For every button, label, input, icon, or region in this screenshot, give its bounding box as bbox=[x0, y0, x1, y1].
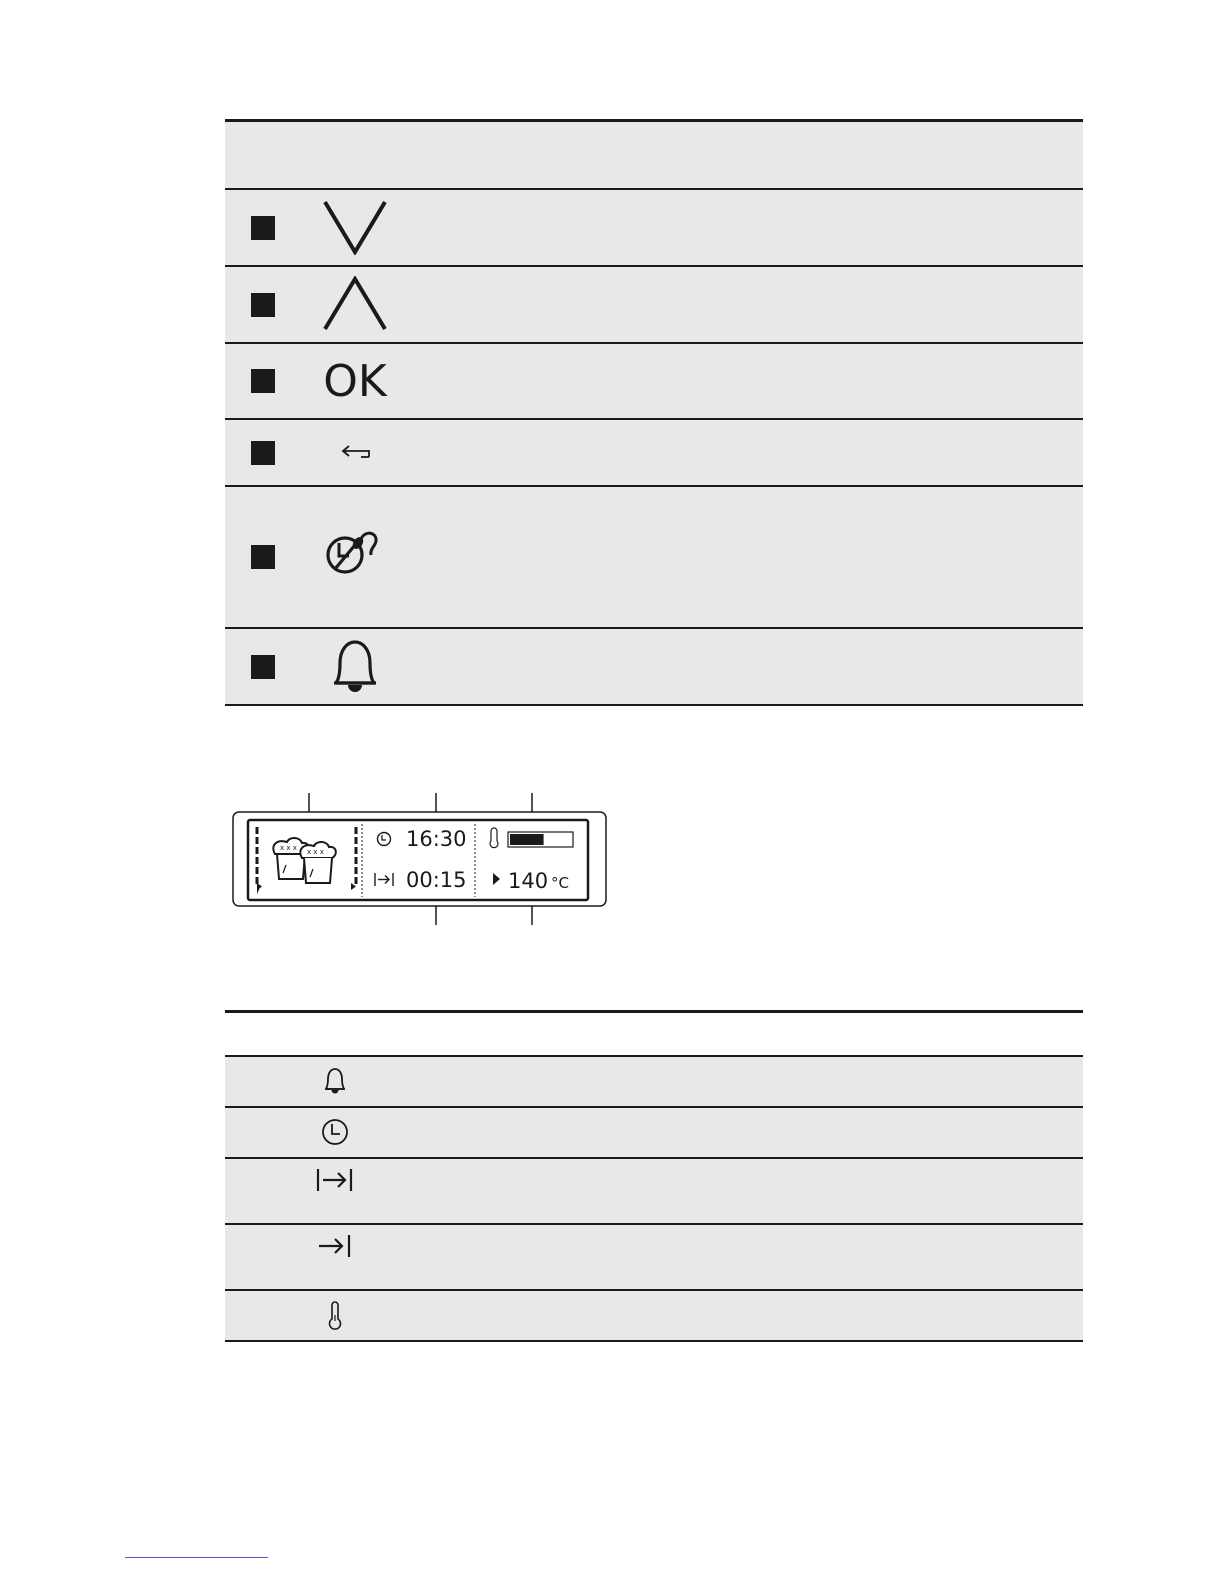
table-row-clock bbox=[225, 1108, 1083, 1159]
ok-icon bbox=[319, 354, 391, 406]
table-row-timer-probe bbox=[225, 487, 1083, 629]
ok-label: OK bbox=[323, 358, 387, 402]
sensor-field-marker bbox=[251, 441, 275, 465]
down-arrow-icon bbox=[319, 198, 391, 256]
duration-time: 00:15 bbox=[406, 868, 467, 892]
footer-rule bbox=[125, 1557, 268, 1558]
table-row-down bbox=[225, 190, 1083, 267]
table-row-duration bbox=[225, 1159, 1083, 1225]
sensor-field-marker bbox=[251, 216, 275, 240]
sensor-field-table bbox=[225, 119, 1083, 706]
timer-probe-icon bbox=[319, 529, 391, 579]
table-header bbox=[225, 1010, 1083, 1057]
up-arrow-icon bbox=[319, 275, 391, 333]
sensor-field-marker bbox=[251, 293, 275, 317]
thermometer-icon bbox=[315, 1300, 355, 1330]
table-row-back bbox=[225, 420, 1083, 487]
indicator-table bbox=[225, 1010, 1083, 1342]
table-header bbox=[225, 119, 1083, 190]
temperature-value: 140 bbox=[508, 869, 549, 893]
table-row-bell bbox=[225, 1057, 1083, 1108]
bell-icon bbox=[315, 1066, 355, 1096]
heat-up-bar bbox=[508, 832, 573, 847]
sensor-field-marker bbox=[251, 655, 275, 679]
svg-text:x x x: x x x bbox=[307, 848, 324, 856]
table-row-ok bbox=[225, 344, 1083, 420]
bell-icon bbox=[319, 637, 391, 695]
back-icon bbox=[319, 438, 391, 466]
table-row-bell bbox=[225, 629, 1083, 706]
clock-icon bbox=[315, 1117, 355, 1147]
svg-text:x x x: x x x bbox=[280, 844, 297, 852]
table-row-end bbox=[225, 1225, 1083, 1291]
oven-display-illustration bbox=[232, 793, 608, 925]
table-row-up bbox=[225, 267, 1083, 344]
end-icon bbox=[315, 1231, 355, 1261]
clock-time: 16:30 bbox=[406, 827, 467, 851]
sensor-field-marker bbox=[251, 545, 275, 569]
temperature-unit: °C bbox=[551, 874, 569, 892]
table-row-thermometer bbox=[225, 1291, 1083, 1342]
duration-icon bbox=[315, 1165, 355, 1195]
sensor-field-marker bbox=[251, 369, 275, 393]
